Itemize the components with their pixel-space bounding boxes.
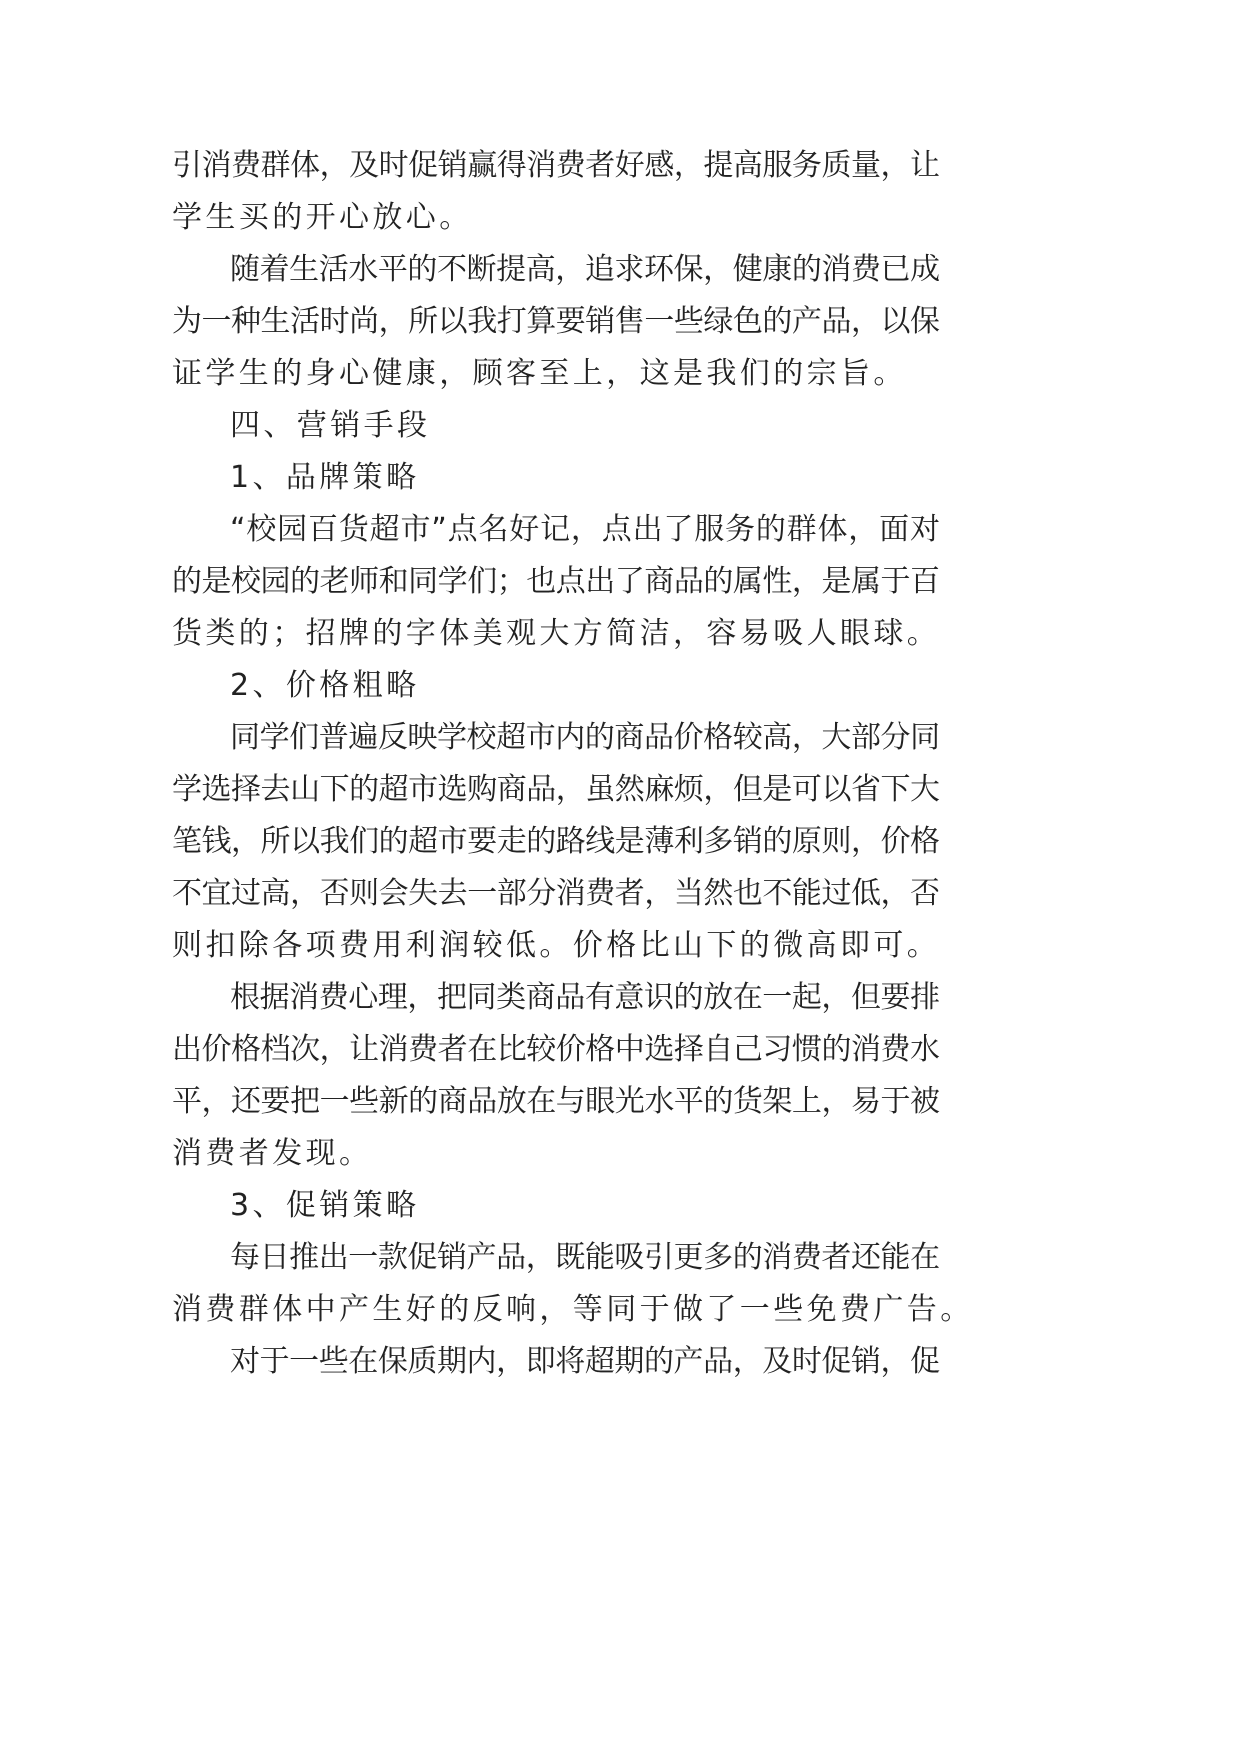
subsection-heading: 3、促销策略 [230,1188,420,1223]
text-line: 笔钱，所以我们的超市要走的路线是薄利多销的原则，价格 [172,824,940,859]
text-line: 的是校园的老师和同学们；也点出了商品的属性，是属于百 [172,564,940,599]
text-line: 则扣除各项费用利润较低。价格比山下的微高即可。 [172,928,941,963]
subsection-heading: 2、价格粗略 [230,668,420,703]
section-heading: 四、营销手段 [230,408,431,443]
text-line: 不宜过高，否则会失去一部分消费者，当然也不能过低，否 [172,876,940,911]
text-line: 货类的；招牌的字体美观大方简洁，容易吸人眼球。 [172,616,941,651]
text-line: 学选择去山下的超市选购商品，虽然麻烦，但是可以省下大 [172,772,940,807]
text-line: 每日推出一款促销产品，既能吸引更多的消费者还能在 [230,1240,940,1275]
subsection-heading: 1、品牌策略 [230,460,420,495]
text-line: 根据消费心理，把同类商品有意识的放在一起，但要排 [230,980,940,1015]
text-line: 消费者发现。 [172,1136,373,1171]
text-line: 学生买的开心放心。 [172,200,473,235]
text-line: 引消费群体，及时促销赢得消费者好感，提高服务质量，让 [172,148,940,183]
text-line: 平，还要把一些新的商品放在与眼光水平的货架上，易于被 [172,1084,940,1119]
text-line: 随着生活水平的不断提高，追求环保，健康的消费已成 [230,252,940,287]
text-line: 证学生的身心健康，顾客至上，这是我们的宗旨。 [172,356,907,391]
text-line: 对于一些在保质期内，即将超期的产品，及时促销，促 [230,1344,940,1379]
text-line: “校园百货超市”点名好记，点出了服务的群体，面对 [230,512,941,547]
text-line: 为一种生活时尚，所以我打算要销售一些绿色的产品，以保 [172,304,940,339]
text-line: 同学们普遍反映学校超市内的商品价格较高，大部分同 [230,720,940,755]
text-line: 出价格档次，让消费者在比较价格中选择自己习惯的消费水 [172,1032,940,1067]
text-line: 消费群体中产生好的反响，等同于做了一些免费广告。 [172,1292,974,1327]
